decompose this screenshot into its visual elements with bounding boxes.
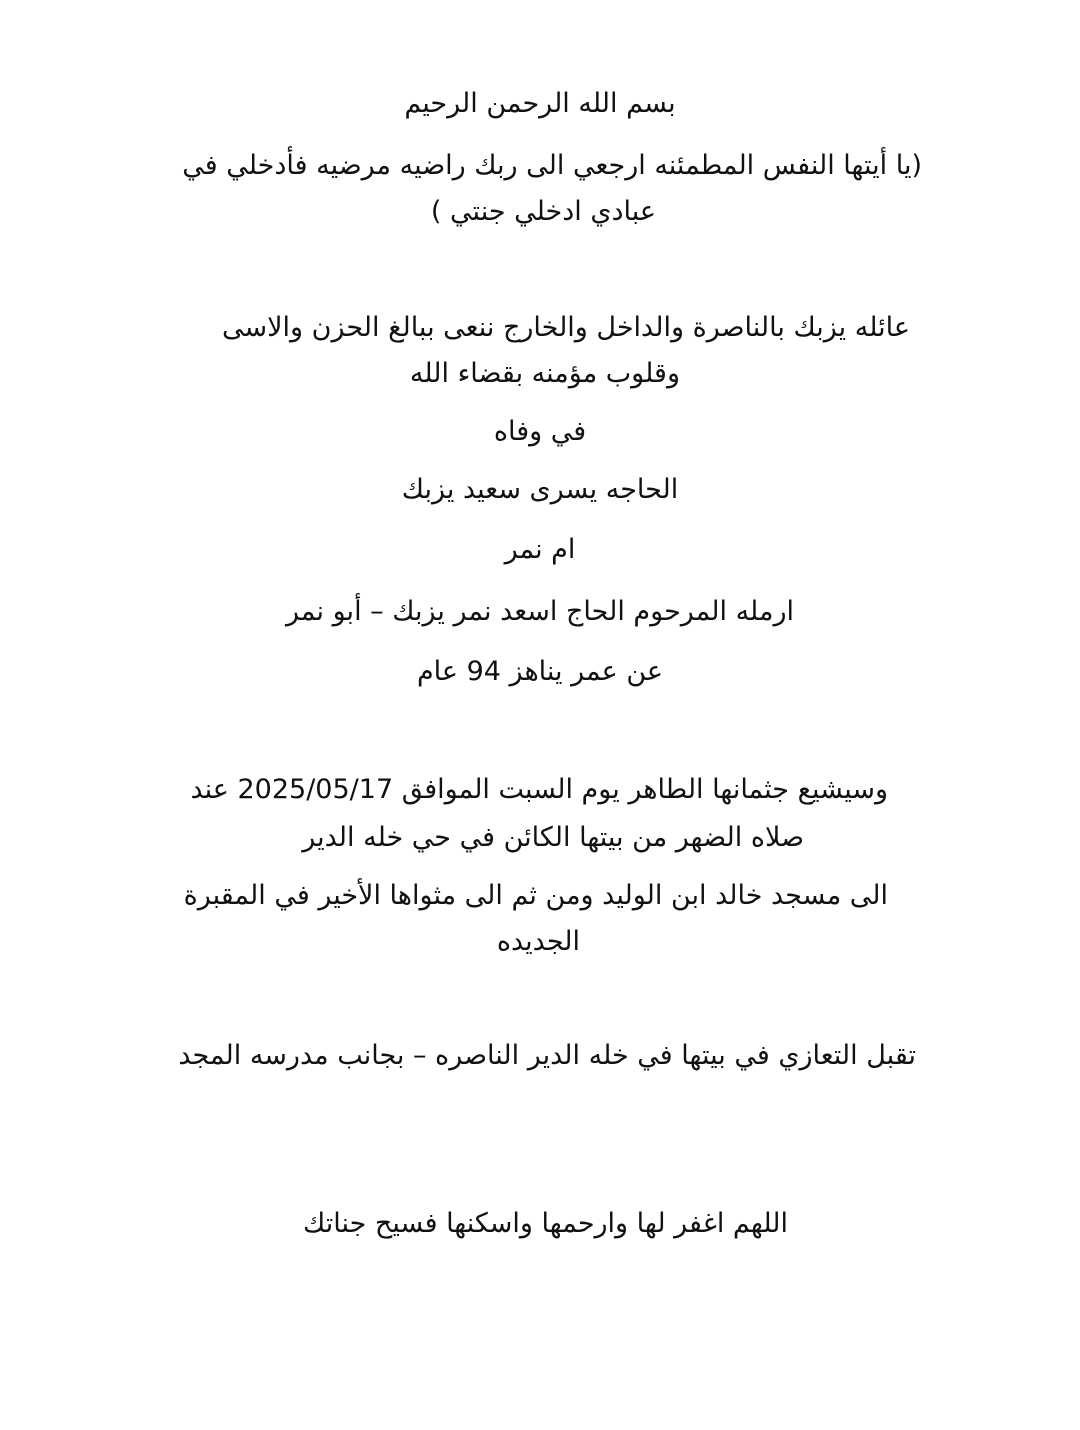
announcement-line-2: وقلوب مؤمنه بقضاء الله [409, 358, 680, 389]
verse-line-1: (يا أيتها النفس المطمئنه ارجعي الى ربك راضيه مرضيه فأدخلي في [182, 150, 922, 181]
funeral-line-2: صلاه الضهر من بيتها الكائن في حي خله الدير [302, 822, 804, 853]
age: عن عمر يناهز 94 عام [416, 656, 664, 687]
closing-prayer: اللهم اغفر لها وارحمها واسكنها فسيح جناتك [303, 1208, 788, 1239]
basmala: بسم الله الرحمن الرحيم [404, 88, 676, 119]
funeral-line-4: الجديده [496, 926, 580, 957]
in-death-of: في وفاه [493, 416, 587, 447]
funeral-line-3: الى مسجد خالد ابن الوليد ومن ثم الى مثواها الأخير في المقبرة [183, 880, 888, 911]
announcement-line-1: عائله يزبك بالناصرة والداخل والخارج ننعى ببالغ الحزن والاسى [221, 312, 910, 343]
verse-line-2: عبادي ادخلي جنتي ) [430, 196, 656, 227]
condolences: تقبل التعازي في بيتها في خله الدير الناصره – بجانب مدرسه المجد [178, 1040, 916, 1071]
widow-of: ارمله المرحوم الحاج اسعد نمر يزبك – أبو نمر [286, 596, 794, 627]
deceased-name: الحاجه يسرى سعيد يزبك [401, 474, 679, 505]
funeral-line-1: وسيشيع جثمانها الطاهر يوم السبت الموافق 2025/05/17 عند [190, 774, 888, 805]
kunya: ام نمر [504, 534, 576, 565]
